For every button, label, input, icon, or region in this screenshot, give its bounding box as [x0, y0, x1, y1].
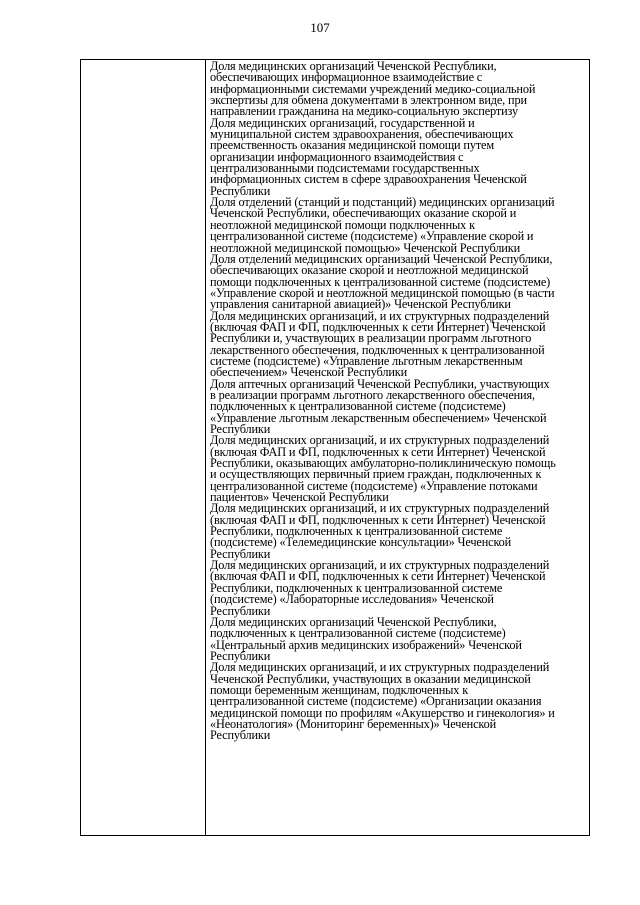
- indicator-entry: Доля медицинских организаций Чеченской Республики, обеспечивающих информационное взаимодействие с информационными системами учреждений медико-социальной экспертизы для обмена документами в электронном виде, при направлении гражданина на медико-социальную экспертизу: [210, 59, 536, 119]
- indicator-table: [80, 59, 590, 836]
- indicator-entry: Доля отделений (станций и подстанций) медицинских организаций Чеченской Республики, обеспечивающих оказание скорой и неотложной медицинской помощи подключенных к централизованной системе (подсистеме) «Управление скорой и неотложной медицинской помощью» Чеченской Республики: [210, 195, 555, 255]
- indicator-entry: Доля медицинских организаций, и их структурных подразделений (включая ФАП и ФП, подключенных к сети Интернет) Чеченской Республики, подключенных к централизованной системе (подсистеме) «Лабораторные исследования» Чеченской Республики: [210, 558, 550, 618]
- indicator-entry: Доля медицинских организаций, и их структурных подразделений (включая ФАП и ФП, подключенных к сети Интернет) Чеченской Республики и, участвующих в реализации программ льготного лекарственного обеспечения, подключенных к централизованной системе (подсистеме) «Управление льготным лекарственным обеспечением» Чеченской Республики: [210, 308, 550, 380]
- indicator-column: [210, 61, 588, 742]
- indicator-entry: Доля медицинских организаций, и их структурных подразделений (включая ФАП и ФП, подключенных к сети Интернет) Чеченской Республики, подключенных к централизованной системе (подсистеме) «Телемедицинские консультации» Чеченской Республики: [210, 501, 550, 561]
- empty-left-column: [81, 60, 206, 835]
- indicator-entry: Доля аптечных организаций Чеченской Республики, участвующих в реализации программ льготного лекарственного обеспечения, подключенных к централизованной системе (подсистеме) «Управление льготным лекарственным обеспечением» Чеченской Республики: [210, 376, 550, 436]
- indicator-entry: Доля медицинских организаций, и их структурных подразделений (включая ФАП и ФП, подключенных к сети Интернет) Чеченской Республики, оказывающих амбулаторно-поликлиническую помощь и осуществляющих первичный прием граждан, подключенных к централизованной системе (подсистеме) «Управление потоками пациентов» Чеченской Республики: [210, 433, 556, 505]
- indicator-entry: Доля медицинских организаций Чеченской Республики, подключенных к централизованной системе (подсистеме) «Центральный архив медицинских изображений» Чеченской Республики: [210, 614, 522, 663]
- page-number: 107: [310, 20, 330, 35]
- indicator-entry: Доля медицинских организаций, государственной и муниципальной систем здравоохранения, обеспечивающих преемственность оказания медицинской помощи путем организации информационного взаимодействия с централизованными подсистемами государственных информационных систем в сфере здравоохранения Чеченской Республики: [210, 115, 527, 198]
- indicator-entry: Доля медицинских организаций, и их структурных подразделений Чеченской Республики, участвующих в оказании медицинской помощи беременным женщинам, подключенных к централизованной системе (подсистеме) «Организации оказания медицинской помощи по профилям «Акушерство и гинекология» и «Неонатология» (Мониторинг беременных)» Чеченской Республики: [210, 660, 555, 743]
- indicator-entry: Доля отделений медицинских организаций Чеченской Республики, обеспечивающих оказание скорой и неотложной медицинской помощи подключенных к централизованной системе (подсистеме) «Управление скорой и неотложной медицинской помощью (в части управления санитарной авиацией)» Чеченской Республики: [210, 251, 555, 312]
